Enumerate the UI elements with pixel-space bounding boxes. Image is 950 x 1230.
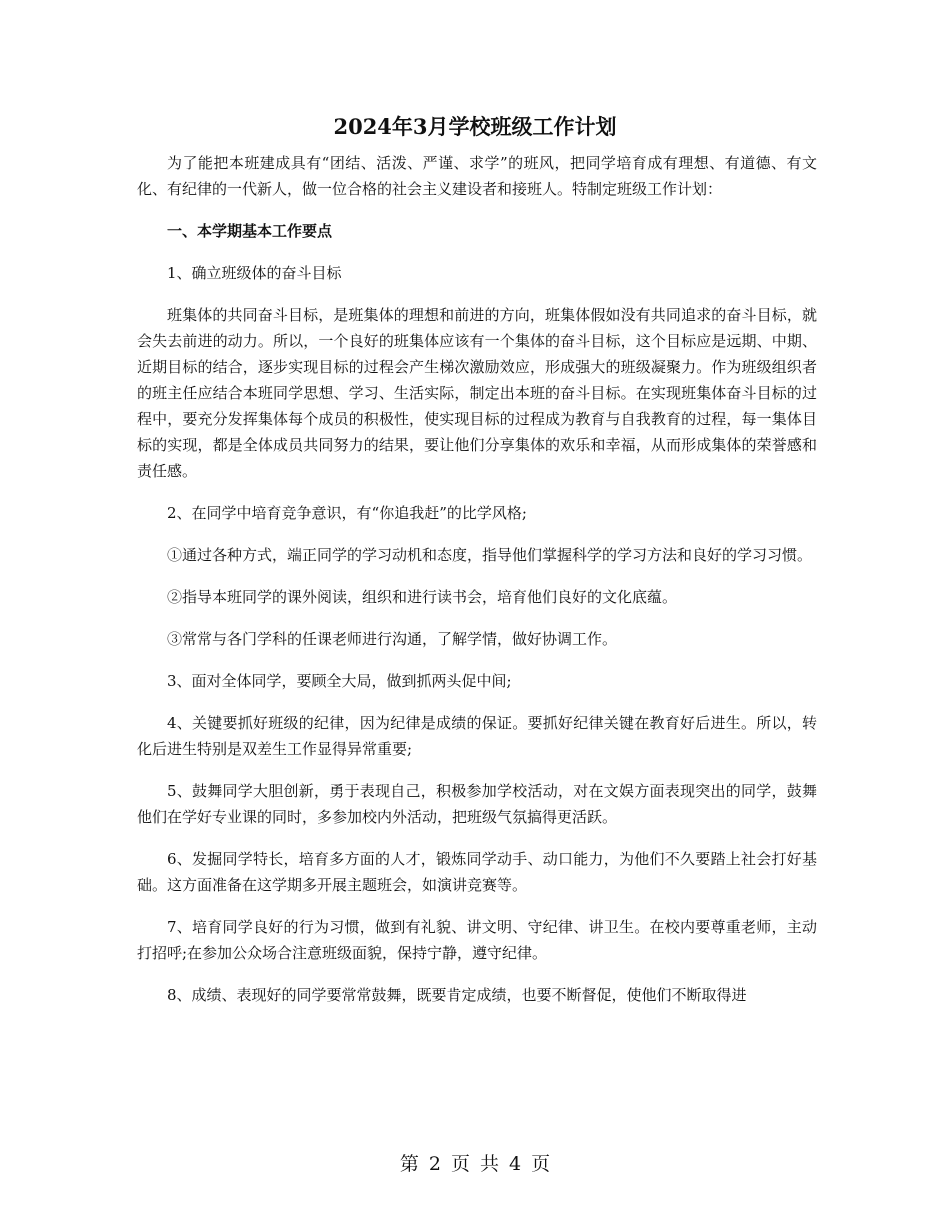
document-body — [137, 150, 817, 1024]
list-item: 8、成绩、表现好的同学要常常鼓舞，既要肯定成绩，也要不断督促，使他们不断取得进 — [167, 986, 747, 1004]
list-item: 1、确立班级体的奋斗目标 — [167, 264, 342, 282]
sub-item: ②指导本班同学的课外阅读，组织和进行读书会，培育他们良好的文化底蕴。 — [167, 588, 678, 606]
list-item: 6、发掘同学特长，培育多方面的人才，锻炼同学动手、动口能力，为他们不久要踏上社会打好基础。这方面准备在这学期多开展主题班会，如演讲竞赛等。 — [137, 850, 817, 894]
list-item: 7、培育同学良好的行为习惯，做到有礼貌、讲文明、守纪律、讲卫生。在校内要尊重老师，主动打招呼;在参加公众场合注意班级面貌，保持宁静，遵守纪律。 — [137, 918, 817, 962]
list-item: 4、关键要抓好班级的纪律，因为纪律是成绩的保证。要抓好纪律关键在教育好后进生。所以，转化后进生特别是双差生工作显得异常重要; — [137, 714, 817, 758]
list-item: 2、在同学中培育竞争意识，有“你追我赶”的比学风格; — [167, 504, 527, 522]
page-title: 2024年3月学校班级工作计划 — [333, 114, 617, 139]
list-item: 3、面对全体同学，要顾全大局，做到抓两头促中间; — [167, 672, 512, 690]
intro-paragraph: 为了能把本班建成具有“团结、活泼、严谨、求学”的班风，把同学培育成有理想、有道德、有文化、有纪律的一代新人，做一位合格的社会主义建设者和接班人。特制定班级工作计划： — [137, 154, 817, 198]
section-heading: 一、本学期基本工作要点 — [167, 222, 333, 240]
sub-item: ③常常与各门学科的任课老师进行沟通，了解学情，做好协调工作。 — [167, 630, 618, 648]
body-paragraph: 班集体的共同奋斗目标，是班集体的理想和前进的方向，班集体假如没有共同追求的奋斗目标，就会失去前进的动力。所以，一个良好的班集体应该有一个集体的奋斗目标，这个目标应是远期、中期、近期目标的结合，逐步实现目标的过程会产生梯次激励效应，形成强大的班级凝聚力。作为班级组织者的班主任应结合本班同学思想、学习、生活实际，制定出本班的奋斗目标。在实现班集体奋斗目标的过程中，要充分发挥集体每个成员的积极性，使实现目标的过程成为教育与自我教育的过程，每一集体目标的实现，都是全体成员共同努力的结果，要让他们分享集体的欢乐和幸福，从而形成集体的荣誉感和责任感。 — [137, 306, 817, 480]
sub-item: ①通过各种方式，端正同学的学习动机和态度，指导他们掌握科学的学习方法和良好的学习习惯。 — [167, 546, 813, 564]
list-item: 5、鼓舞同学大胆创新，勇于表现自己，积极参加学校活动，对在文娱方面表现突出的同学，鼓舞他们在学好专业课的同时，多参加校内外活动，把班级气氛搞得更活跃。 — [137, 782, 817, 826]
page-number-footer: 第 2 页 共 4 页 — [399, 1153, 551, 1175]
